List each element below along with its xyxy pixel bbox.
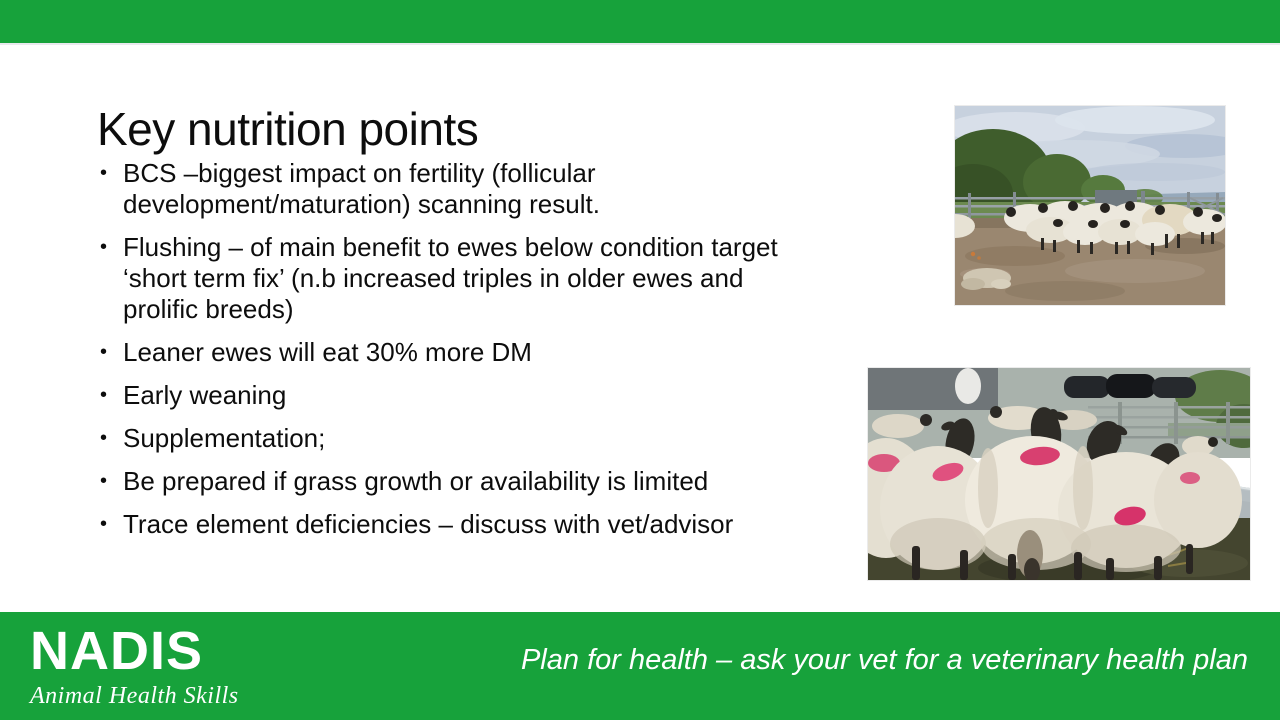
top-accent-bar — [0, 0, 1280, 45]
sheep-flock-paddock-photo — [955, 106, 1225, 305]
person-in-white — [955, 368, 981, 404]
bullet-text: Flushing – of main benefit to ewes below condition target ‘short term fix’ (n.b increased triples in older ewes and prolific breeds) — [123, 232, 778, 324]
bullet-text: Trace element deficiencies – discuss with vet/advisor — [123, 509, 734, 539]
bullet-text: Early weaning — [123, 380, 287, 410]
bullet-item — [100, 337, 820, 368]
bullet-text: Be prepared if grass growth or availability is limited — [123, 466, 709, 496]
bullet-icon: • — [100, 513, 108, 535]
nadis-logo-wordmark: NADIS — [30, 621, 204, 681]
bullet-list — [100, 158, 820, 552]
bullet-text: Leaner ewes will eat 30% more DM — [123, 337, 532, 367]
bullet-icon: • — [100, 341, 108, 363]
bullet-item — [100, 158, 820, 220]
bullet-icon: • — [100, 427, 108, 449]
sheep-pen-rear-view-photo — [868, 368, 1250, 580]
bullet-icon: • — [100, 236, 108, 258]
bullet-item — [100, 466, 820, 497]
bullet-item — [100, 509, 820, 540]
bullet-text: Supplementation; — [123, 423, 326, 453]
footer-bar — [0, 612, 1280, 720]
bullet-item — [100, 380, 820, 411]
sheep-flock-paddock-illustration — [955, 106, 1225, 305]
silage-bales — [1064, 374, 1196, 398]
bullet-item — [100, 232, 820, 325]
slide-title: Key nutrition points — [97, 102, 479, 155]
bullet-item — [100, 423, 820, 454]
footer-slogan: Plan for health – ask your vet for a veterinary health plan — [520, 643, 1248, 676]
sheep-pen-rear-view-illustration — [868, 368, 1250, 580]
bullet-icon: • — [100, 384, 108, 406]
bullet-icon: • — [100, 162, 108, 184]
bullet-icon: • — [100, 470, 108, 492]
bullet-text: BCS –biggest impact on fertility (follicular development/maturation) scanning result. — [123, 158, 600, 219]
nadis-logo — [30, 621, 239, 709]
nadis-logo-tagline: Animal Health Skills — [30, 683, 239, 709]
